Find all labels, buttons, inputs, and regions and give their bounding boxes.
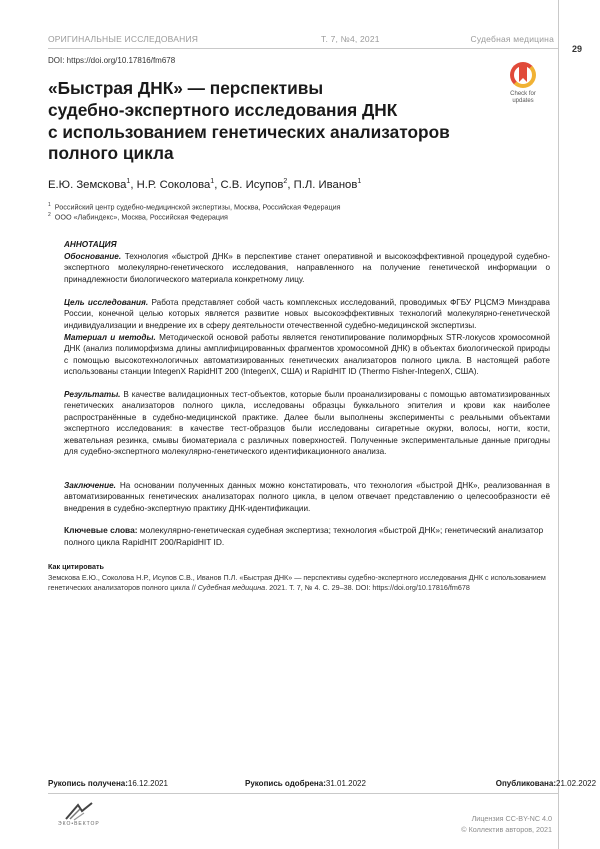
abstract-aim <box>64 297 550 331</box>
abstract-label: Обоснование. <box>64 252 122 261</box>
published-label: Опубликована: <box>495 779 556 788</box>
author-name: Н.Р. Соколова <box>136 178 211 191</box>
author-aff: 2 <box>283 178 288 185</box>
received-value: 16.12.2021 <box>127 779 168 788</box>
keywords-label: Ключевые слова: <box>64 525 138 535</box>
author-aff: 1 <box>357 178 362 185</box>
side-margin-divider <box>558 0 600 849</box>
author-list: Е.Ю. Земскова$^1$, Н.Р. Соколова$^1$, С.В. Исупов$^2$, П.Л. Иванов$^1$ <box>48 178 362 191</box>
approved-value: 31.01.2022 <box>325 779 366 788</box>
bookmark-icon <box>519 66 527 78</box>
published-date <box>495 779 597 788</box>
abstract-methods <box>64 332 550 378</box>
author-aff: 1 <box>126 178 131 185</box>
published-value: 21.02.2022 <box>556 779 597 788</box>
abstract-conclusion <box>64 480 550 514</box>
header-divider <box>48 48 558 49</box>
abstract-text: В качестве валидационных тест-объектов, которые были проанализированы с помощью автоматизированных генетических анализаторов полного цикла, исследованы образцы буккального эпителия и крови как наиболее распространённые в судебно-медицинской практике. Далее были выполнены эксперименты с реальными объектами экспертного исследования: в качестве тест-образцов были исследованы сигаретные окурки, волосы, ногти, кости, жевательная резинка, смывы биоматериала с различных поверхностей. Полученные экспериментальные данные пригодны для судебно-экспертного молекулярно-генетического идентификационного анализа. <box>64 390 550 457</box>
title-line: «Быстрая ДНК» — перспективы <box>48 78 324 98</box>
citation-heading: Как цитировать <box>48 562 104 571</box>
abstract-label: Материал и методы. <box>64 333 156 342</box>
page-number: 29 <box>571 44 582 54</box>
affiliation-number: 1 <box>48 202 51 208</box>
abstract-background <box>64 251 550 285</box>
doi-link[interactable]: DOI: https://doi.org/10.17816/fm678 <box>48 56 176 65</box>
citation-text <box>48 573 553 593</box>
approved-label: Рукопись одобрена: <box>245 779 326 788</box>
check-for-updates-badge[interactable] <box>499 60 547 108</box>
affiliation-number: 2 <box>48 212 51 218</box>
affiliation-text: Российский центр судебно-медицинской экспертизы, Москва, Российская Федерация <box>54 202 341 212</box>
approved-date <box>245 779 366 788</box>
author-aff: 1 <box>210 178 215 185</box>
abstract-text: Методической основой работы является генотипирование полиморфных STR-локусов хромосомной ДНК (анализ полиморфизма длины амплифицированных фрагментов хромосомной ДНК) в объектах биологической природы с помощью высокотехнологичных автоматизированных генетических анализаторов полного цикла. В настоящей работе использованы станции IntegenX RapidHIT 200 (IntegenX, США) и RapidHIT ID (Thermo Fisher-IntegenX, США). <box>64 333 550 377</box>
header-journal: Судебная медицина <box>470 34 554 44</box>
received-date <box>48 779 168 788</box>
citation-before: Земскова Е.Ю., Соколова Н.Р., Исупов С.В., Иванов П.Л. «Быстрая ДНК» — перспективы судебно-экспертного исследования ДНК с использованием генетических анализаторов полного цикла // <box>48 573 546 592</box>
author-name: С.В. Исупов <box>220 178 284 191</box>
copyright-text: © Коллектив авторов, 2021 <box>461 825 552 834</box>
badge-line2: updates <box>512 98 534 104</box>
footer-divider <box>48 793 558 794</box>
keywords-text: молекулярно-генетическая судебная экспертиза; технология «быстрой ДНК»; генетический анализатор полного цикла RapidHIT 200/RapidHIT ID. <box>64 525 544 547</box>
abstract-results <box>64 389 550 457</box>
title-line: полного цикла <box>48 143 174 164</box>
abstract-label: Заключение. <box>64 481 116 490</box>
affiliation <box>48 212 228 221</box>
eco-vector-logo[interactable] <box>58 801 110 829</box>
title-line: судебно-экспертного исследования ДНК <box>48 99 398 120</box>
author-name: Е.Ю. Земскова <box>48 178 127 191</box>
eco-vector-logo-icon <box>58 801 110 823</box>
badge-line1: Check for <box>510 91 536 97</box>
received-label: Рукопись получена: <box>48 779 128 788</box>
citation-after: . 2021. Т. 7, № 4. С. 29–38. DOI: https://doi.org/10.17816/fm678 <box>265 582 470 592</box>
keywords <box>64 525 550 548</box>
abstract-label: Результаты. <box>64 390 121 399</box>
header-section: ОРИГИНАЛЬНЫЕ ИССЛЕДОВАНИЯ <box>48 34 199 44</box>
abstract-label: Цель исследования. <box>64 298 149 307</box>
citation-journal: Судебная медицина <box>197 582 266 592</box>
publisher-name: ЭКО•ВЕКТОР <box>58 821 100 827</box>
author-name: П.Л. Иванов <box>293 178 358 191</box>
affiliation-text: ООО «Лабиндекс», Москва, Российская Федерация <box>54 212 228 222</box>
article-title <box>48 78 488 165</box>
license-text[interactable]: Лицензия CC-BY-NC 4.0 <box>471 814 552 823</box>
abstract-text: Технология «быстрой ДНК» в перспективе станет оперативной и высокоэффективной процедурой судебно-экспертного молекулярно-генетического исследования, направленного на получение генетической информации о принадлежности биологического материала конкретному лицу. <box>64 252 550 284</box>
abstract-text: На основании полученных данных можно констатировать, что технология «быстрой ДНК», реализованная в автоматизированных генетических анализаторах полного цикла, в целом отвечает представлению о целесообразности её внедрения в судебно-экспертную практику ДНК-идентификации. <box>64 481 550 513</box>
title-line: с использованием генетических анализаторов <box>48 121 450 142</box>
affiliation <box>48 202 340 211</box>
abstract-text: Работа представляет собой часть комплексных исследований, проводимых ФГБУ РЦСМЭ Минздрава России, конечной целью которых является развитие новых высокоэффективных технологий молекулярно-генетической индивидуализации и внедрение их в сферу деятельности отечественной судебно-медицинской экспертизы. <box>64 298 550 330</box>
abstract-heading: АННОТАЦИЯ <box>64 240 117 249</box>
header-volume: Т. 7, №4, 2021 <box>321 34 380 44</box>
